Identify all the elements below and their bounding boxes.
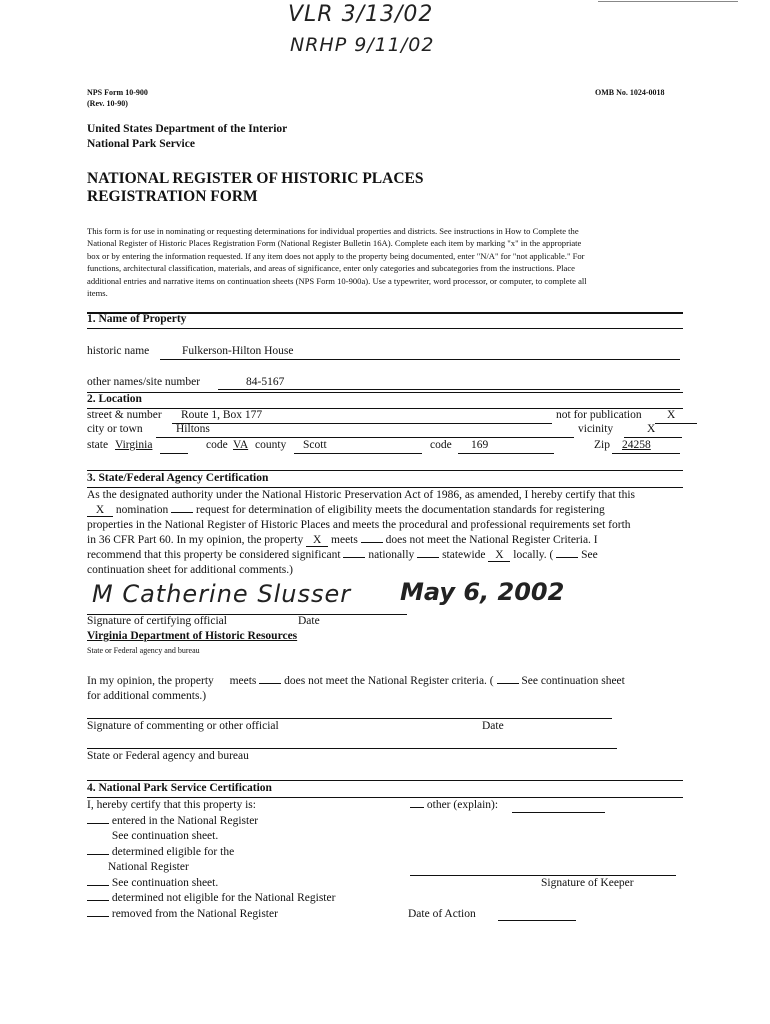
not-for-publication-mark[interactable]: X <box>667 409 676 421</box>
city-field[interactable] <box>156 437 574 438</box>
street-label: street & number <box>87 409 162 421</box>
nationally-checkbox[interactable] <box>343 557 365 558</box>
section1-rule-bottom <box>87 328 683 329</box>
not-for-publication-field[interactable] <box>655 423 697 424</box>
county-code-label: code <box>430 439 452 451</box>
section2-rule-top <box>87 392 683 393</box>
nps-item-label: See continuation sheet. <box>111 877 219 889</box>
section4-rule-bottom <box>87 797 683 798</box>
section3-rule-top <box>87 470 683 471</box>
cert-text: meets <box>331 534 358 546</box>
agency-label: State or Federal agency and bureau <box>87 646 200 655</box>
nps-cert-intro: I, hereby certify that this property is: <box>87 799 256 811</box>
see-continuation-checkbox[interactable] <box>556 557 578 558</box>
historic-name-field[interactable] <box>160 359 680 360</box>
section4-heading: 4. National Park Service Certification <box>87 782 272 794</box>
intro-line: additional entries and narrative items on continuation sheets (NPS Form 10-900a). Use a typewriter, word processor, or computer, to complete all <box>87 275 587 286</box>
section1-heading: 1. Name of Property <box>87 313 187 325</box>
intro-paragraph <box>87 225 683 299</box>
handwritten-vlr: VLR 3/13/02 <box>288 2 434 27</box>
intro-line: This form is for use in nominating or requesting determinations for individual properties and districts. See instructions in How to Complete the <box>87 226 579 236</box>
commenting-agency-line[interactable] <box>87 748 617 749</box>
date-of-action-label: Date of Action <box>408 908 476 920</box>
county-code-field[interactable] <box>458 453 554 454</box>
handwritten-nrhp: NRHP 9/11/02 <box>290 34 435 56</box>
zip-field[interactable] <box>612 453 680 454</box>
nps-item-label: determined eligible for the <box>111 846 235 858</box>
commenting-signature-line[interactable] <box>87 718 612 719</box>
nomination-checkbox[interactable]: X <box>87 505 113 517</box>
county-field[interactable] <box>294 453 422 454</box>
county-value: Scott <box>303 439 327 451</box>
vicinity-label: vicinity <box>578 423 614 435</box>
state-value: Virginia <box>115 439 153 451</box>
vicinity-mark[interactable]: X <box>647 423 656 435</box>
cert-line: As the designated authority under the National Historic Preservation Act of 1986, as amended, I hereby certify that this <box>87 489 636 501</box>
opinion-paragraph <box>87 674 683 704</box>
other-explain-field[interactable] <box>512 812 605 813</box>
service-name: National Park Service <box>87 138 195 150</box>
cert-text: See <box>581 549 598 561</box>
department-name: United States Department of the Interior <box>87 123 288 135</box>
top-right-rule <box>598 1 738 2</box>
not-eligible-checkbox[interactable] <box>87 900 109 901</box>
section4-rule-top <box>87 780 683 781</box>
cert-text: does not meet the National Register Criteria. I <box>385 534 598 546</box>
eligible-see-checkbox[interactable] <box>87 885 109 886</box>
intro-line: National Register of Historic Places Registration Form (National Register Bulletin 16A). Complete each item by marking "x" in the appropriate <box>87 238 582 249</box>
zip-value: 24258 <box>622 439 651 451</box>
eligible-checkbox[interactable] <box>87 854 109 855</box>
cert-text: recommend that this property be considered significant <box>87 549 341 561</box>
other-checkbox[interactable] <box>410 807 424 808</box>
opinion-text: meets <box>229 675 257 687</box>
form-title-1: NATIONAL REGISTER OF HISTORIC PLACES <box>87 170 424 187</box>
state-label: state <box>87 439 109 451</box>
form-title-2: REGISTRATION FORM <box>87 188 258 205</box>
opinion-text: In my opinion, the property <box>87 675 214 687</box>
cert-line: continuation sheet for additional comments.) <box>87 564 293 576</box>
agency-name: Virginia Department of Historic Resources <box>87 630 298 642</box>
date-of-action-field[interactable] <box>498 920 576 921</box>
historic-name-label: historic name <box>87 345 150 357</box>
not-for-publication-label: not for publication <box>556 409 642 421</box>
section2-heading: 2. Location <box>87 393 142 405</box>
nps-item-label: See continuation sheet. <box>111 830 219 842</box>
opinion-continuation-checkbox[interactable] <box>497 683 519 684</box>
form-revision: (Rev. 10-90) <box>87 99 128 108</box>
keeper-label: Signature of Keeper <box>541 877 634 889</box>
other-label: other (explain): <box>426 799 499 811</box>
cert-line <box>87 548 683 563</box>
intro-line: functions, architectural classification, materials, and areas of significance, enter only categories and subcategories from the instructions. Place <box>87 263 575 274</box>
other-names-value: 84-5167 <box>246 376 285 388</box>
commenting-date-label: Date <box>482 720 504 732</box>
county-label: county <box>255 439 287 451</box>
other-names-field[interactable] <box>218 389 680 390</box>
form-number: NPS Form 10-900 <box>87 88 148 97</box>
zip-label: Zip <box>594 439 610 451</box>
nps-item-removed <box>87 908 278 920</box>
signature-date: May 6, 2002 <box>400 578 565 606</box>
cert-text: locally. ( <box>513 549 554 561</box>
opinion-text: See continuation sheet <box>521 675 625 687</box>
opinion-text: does not meet the National Register criteria. ( <box>284 675 494 687</box>
nps-item-label: entered in the National Register <box>111 815 259 827</box>
other-names-label: other names/site number <box>87 376 201 388</box>
opinion-line <box>87 674 683 689</box>
cert-text: in 36 CFR Part 60. In my opinion, the property <box>87 534 304 546</box>
cert-text: statewide <box>442 549 486 561</box>
intro-line: box or by entering the information requested. If any item does not apply to the property being documented, enter "N/A" for "not applicable." For <box>87 250 585 261</box>
nps-item-eligible <box>87 846 234 858</box>
vicinity-field[interactable] <box>624 437 682 438</box>
does-not-meet-checkbox[interactable] <box>361 542 383 543</box>
section3-heading: 3. State/Federal Agency Certification <box>87 472 269 484</box>
request-checkbox[interactable] <box>171 512 193 513</box>
nps-item-label: removed from the National Register <box>111 908 278 920</box>
nps-item-eligible-see <box>87 877 218 889</box>
statewide-checkbox[interactable] <box>417 557 439 558</box>
cert-line: properties in the National Register of Historic Places and meets the procedural and professional requirements set forth <box>87 519 631 531</box>
intro-line: items. <box>87 288 108 299</box>
signature-label: Signature of certifying official <box>87 615 227 627</box>
nps-other <box>410 799 498 811</box>
city-label: city or town <box>87 423 143 435</box>
commenting-agency-label: State or Federal agency and bureau <box>87 750 249 762</box>
locally-checkbox[interactable]: X <box>488 550 510 562</box>
state-code-label: code <box>206 439 228 451</box>
opinion-does-not-meet-checkbox[interactable] <box>259 683 281 684</box>
certification-paragraph <box>87 488 683 578</box>
commenting-signature-label: Signature of commenting or other official <box>87 720 279 732</box>
street-value: Route 1, Box 177 <box>181 409 263 421</box>
state-code-value: VA <box>233 439 249 451</box>
cert-line <box>87 533 683 548</box>
nomination-label: nomination <box>115 504 169 516</box>
cert-text: nationally <box>368 549 415 561</box>
opinion-line: for additional comments.) <box>87 690 207 702</box>
county-code-value: 169 <box>471 439 489 451</box>
cert-line <box>87 503 683 518</box>
request-label: request for determination of eligibility meets the documentation standards for registering <box>196 504 605 516</box>
nps-item-eligible-2: National Register <box>108 861 189 873</box>
keeper-signature-line[interactable] <box>410 875 676 876</box>
signature-date-label: Date <box>298 615 320 627</box>
omb-number: OMB No. 1024-0018 <box>595 88 665 97</box>
entered-checkbox[interactable] <box>87 823 109 824</box>
meets-checkbox[interactable]: X <box>306 535 328 547</box>
historic-name-value: Fulkerson-Hilton House <box>182 345 294 357</box>
nps-item-not-eligible <box>87 892 335 904</box>
nps-item-label: determined not eligible for the National Register <box>111 892 336 904</box>
street-field[interactable] <box>172 423 552 424</box>
nps-item-entered-see <box>87 830 218 842</box>
certifying-signature: M Catherine Slusser <box>92 580 352 608</box>
city-value: Hiltons <box>176 423 210 435</box>
nps-item-entered <box>87 815 258 827</box>
removed-checkbox[interactable] <box>87 916 109 917</box>
state-field[interactable] <box>160 453 188 454</box>
